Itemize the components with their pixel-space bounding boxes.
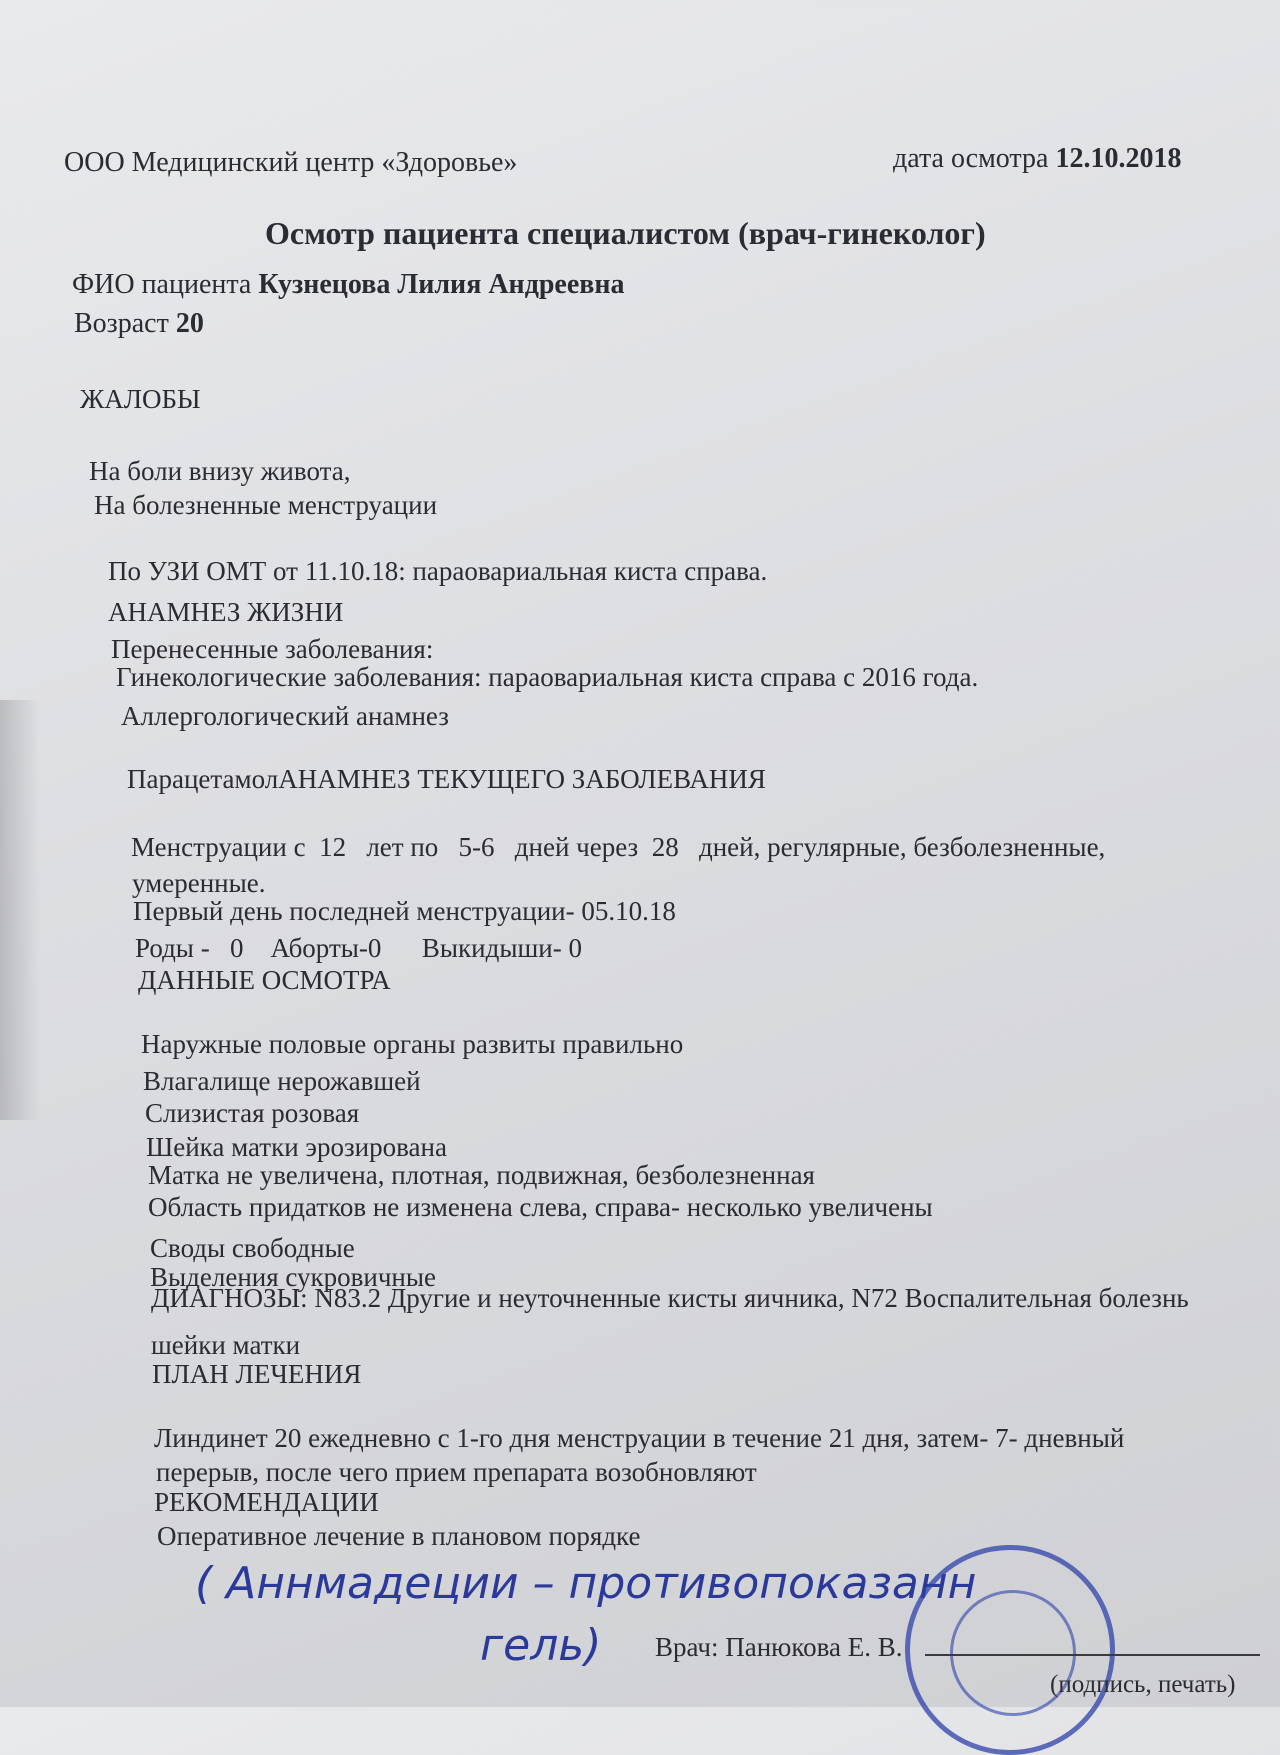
menses-cycle: 28 bbox=[651, 832, 679, 862]
exam-date-line bbox=[893, 144, 1181, 174]
exam-heading: ДАННЫЕ ОСМОТРА bbox=[138, 965, 391, 995]
menses-mid2: дней через bbox=[514, 832, 639, 862]
page-shadow bbox=[0, 700, 40, 1120]
allergy-heading: Аллергологический анамнез bbox=[121, 701, 449, 731]
abortions: Аборты-0 bbox=[270, 933, 382, 963]
allergy-and-current-heading: ПарацетамолАНАМНЕЗ ТЕКУЩЕГО ЗАБОЛЕВАНИЯ bbox=[127, 764, 766, 794]
past-diseases: Перенесенные заболевания: bbox=[111, 634, 434, 664]
menses-suffix: дней, регулярные, безболезненные, bbox=[698, 832, 1106, 862]
births-label: Роды - bbox=[135, 933, 210, 963]
ultrasound-line: По УЗИ ОМТ от 11.10.18: параовариальная киста справа. bbox=[108, 556, 768, 586]
treatment-line-1: Линдинет 20 ежедневно с 1-го дня менструации в течение 21 дня, затем- 7- дневный bbox=[154, 1423, 1125, 1453]
diagnosis-line-2: шейки матки bbox=[151, 1330, 301, 1360]
patient-name-label: ФИО пациента bbox=[72, 269, 252, 300]
treatment-heading: ПЛАН ЛЕЧЕНИЯ bbox=[152, 1359, 362, 1389]
doctor-name: Врач: Панюкова Е. В. bbox=[655, 1632, 903, 1662]
exam-line-6: Область придатков не изменена слева, справа- несколько увеличены bbox=[148, 1192, 933, 1222]
menses-mid1: лет по bbox=[366, 832, 439, 862]
handwritten-note-line-1: ( Аннмадеции – противопоказанн bbox=[195, 1558, 977, 1609]
births-count: 0 bbox=[229, 933, 244, 963]
life-anamnesis-heading: АНАМНЕЗ ЖИЗНИ bbox=[108, 597, 344, 627]
obstetric-history bbox=[135, 933, 582, 963]
organization-name: ООО Медицинский центр «Здоровье» bbox=[64, 147, 518, 178]
exam-line-3: Слизистая розовая bbox=[145, 1098, 360, 1128]
signature-caption: (подпись, печать) bbox=[1050, 1671, 1236, 1698]
menses-line-1 bbox=[131, 832, 1105, 862]
stamp-seal bbox=[905, 1545, 1115, 1755]
complaint-line-2: На болезненные менструации bbox=[94, 490, 438, 520]
exam-date: 12.10.2018 bbox=[1055, 143, 1182, 174]
exam-line-2: Влагалище нерожавшей bbox=[143, 1066, 421, 1096]
recommendations-heading: РЕКОМЕНДАЦИИ bbox=[154, 1487, 379, 1517]
document-title: Осмотр пациента специалистом (врач-гинеколог) bbox=[265, 215, 986, 251]
patient-name-line bbox=[72, 270, 625, 300]
exam-line-4: Шейка матки эрозирована bbox=[146, 1132, 447, 1162]
complaint-line-1: На боли внизу живота, bbox=[89, 456, 351, 486]
last-period: Первый день последней менструации- 05.10.18 bbox=[133, 896, 676, 926]
signature-line bbox=[925, 1654, 1260, 1656]
recommendations-line-1: Оперативное лечение в плановом порядке bbox=[157, 1521, 641, 1551]
gynecological-diseases: Гинекологические заболевания: параовариальная киста справа с 2016 года. bbox=[116, 662, 979, 692]
patient-age-line bbox=[74, 309, 204, 339]
menses-prefix: Менструации с bbox=[131, 832, 306, 862]
menses-days: 5-6 bbox=[458, 832, 495, 862]
patient-name: Кузнецова Лилия Андреевна bbox=[258, 269, 625, 300]
patient-age: 20 bbox=[175, 308, 204, 339]
exam-date-label: дата осмотра bbox=[893, 143, 1049, 174]
patient-age-label: Возраст bbox=[74, 308, 169, 339]
exam-line-5: Матка не увеличена, плотная, подвижная, безболезненная bbox=[148, 1160, 815, 1190]
menses-line-2: умеренные. bbox=[132, 868, 266, 898]
exam-line-1: Наружные половые органы развиты правильно bbox=[141, 1029, 684, 1059]
complaints-heading: ЖАЛОБЫ bbox=[80, 384, 201, 414]
exam-line-8: Выделения сукровичные bbox=[150, 1262, 436, 1292]
menses-age: 12 bbox=[319, 832, 347, 862]
exam-line-7: Своды свободные bbox=[150, 1233, 355, 1263]
treatment-line-2: перерыв, после чего прием препарата возобновляют bbox=[156, 1457, 757, 1487]
miscarriages: Выкидыши- 0 bbox=[421, 933, 582, 963]
diagnosis-line-1: ДИАГНОЗЫ: N83.2 Другие и неуточненные кисты яичника, N72 Воспалительная болезнь bbox=[151, 1283, 1189, 1313]
handwritten-note-line-2: гель) bbox=[480, 1620, 602, 1671]
